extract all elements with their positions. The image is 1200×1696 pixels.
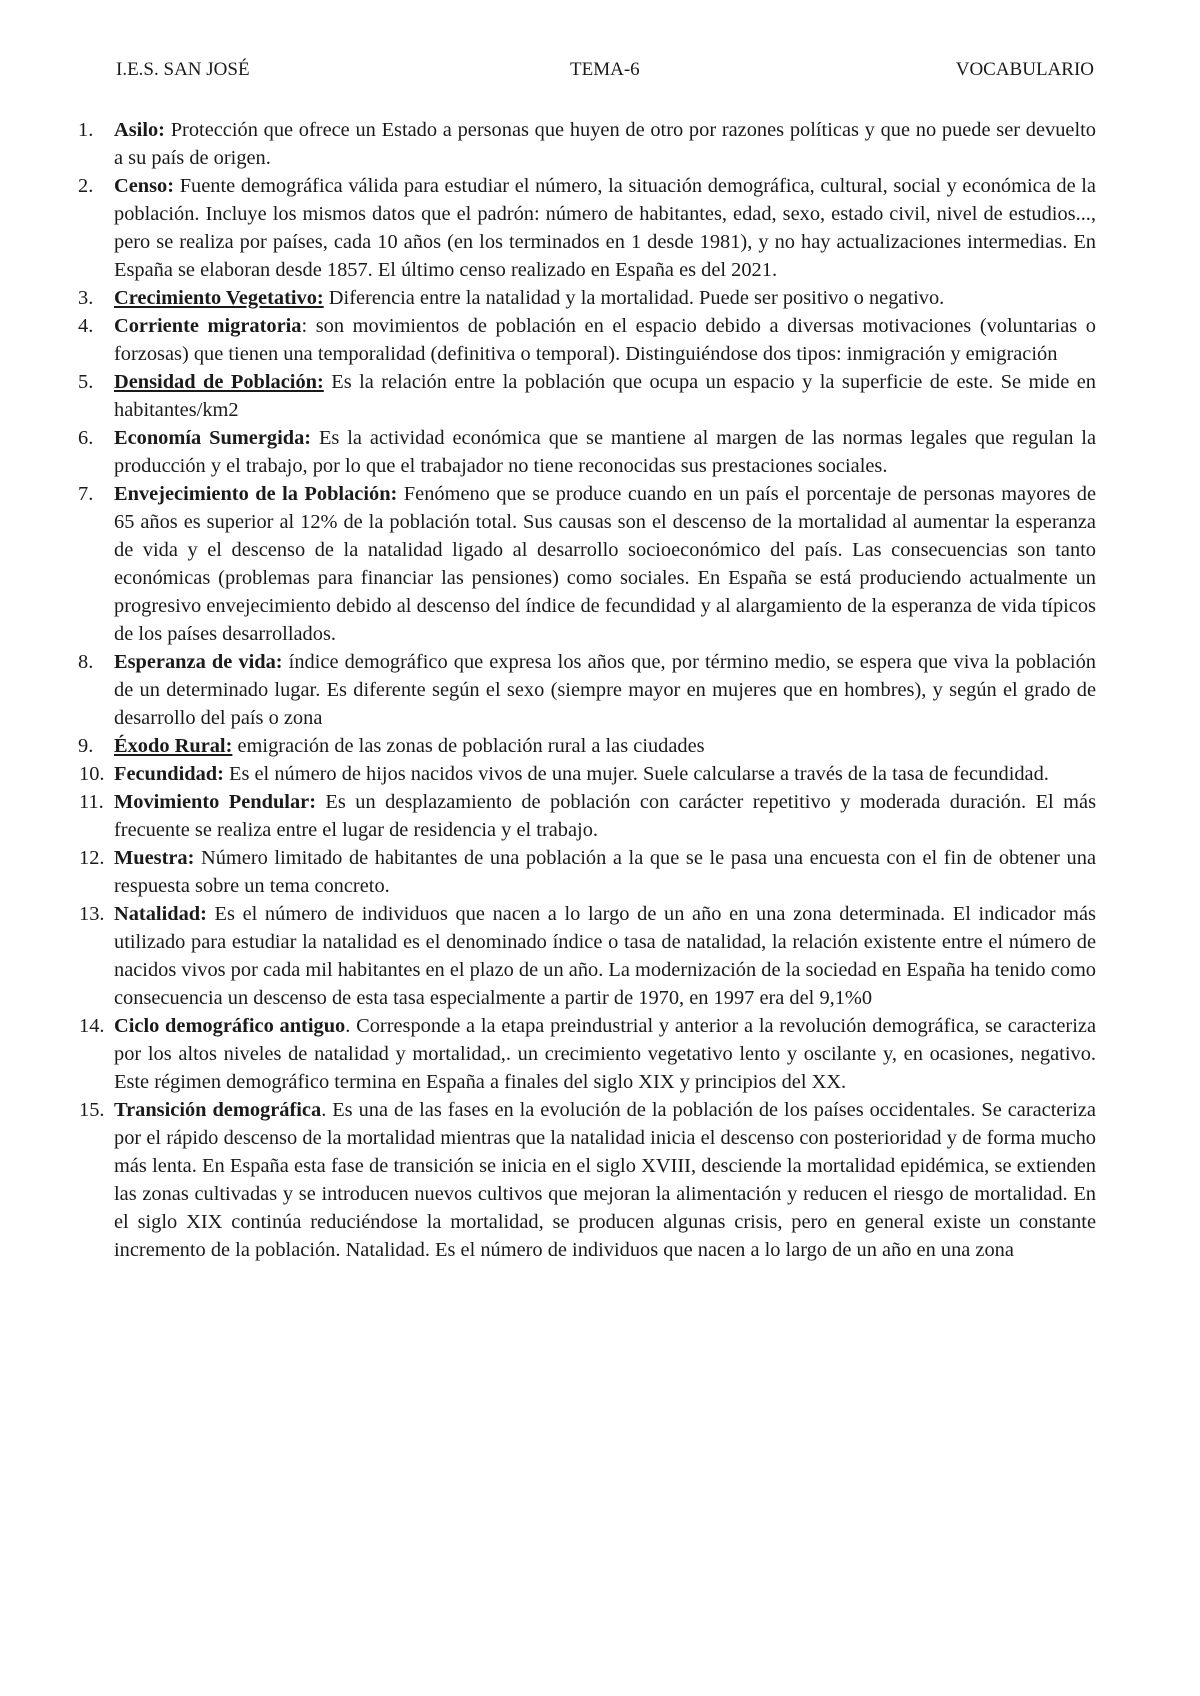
item-term: Movimiento Pendular: — [114, 791, 316, 813]
item-term: Asilo: — [114, 119, 165, 141]
list-item — [79, 788, 1096, 844]
item-term: Envejecimiento de la Población: — [114, 483, 398, 505]
item-term: Densidad de Población: — [114, 371, 324, 393]
item-number: 1. — [78, 119, 94, 141]
item-definition: : son movimientos de población en el espacio debido a diversas motivaciones (voluntarias o forzosas) que tienen una temporalidad (definitiva o temporal). Distinguiéndose dos tipos: inmigración y emigración — [114, 315, 1096, 365]
item-number: 12. — [79, 847, 105, 869]
item-number: 15. — [79, 1099, 105, 1121]
item-number: 2. — [78, 175, 94, 197]
item-definition: . Corresponde a la etapa preindustrial y anterior a la revolución demográfica, se caracteriza por los altos niveles de natalidad y mortalidad,. un crecimiento vegetativo lento y oscilante y, en ocasiones, negativo. Este régimen demográfico termina en España a finales del siglo XIX y principios del XX. — [114, 1015, 1096, 1093]
item-term: Censo: — [114, 175, 175, 197]
item-definition: Diferencia entre la natalidad y la mortalidad. Puede ser positivo o negativo. — [323, 287, 945, 309]
item-number: 4. — [78, 315, 94, 337]
list-item — [79, 844, 1096, 900]
item-number: 14. — [79, 1015, 105, 1037]
item-number: 7. — [78, 483, 94, 505]
item-term: Muestra: — [114, 847, 195, 869]
item-definition: Protección que ofrece un Estado a personas que huyen de otro por razones políticas y que no puede ser devuelto a su país de origen. — [114, 119, 1096, 169]
item-term: Ciclo demográfico antiguo — [114, 1015, 346, 1037]
item-term: Crecimiento Vegetativo: — [114, 287, 324, 309]
item-number: 9. — [78, 735, 94, 757]
list-item — [79, 1096, 1096, 1264]
list-item — [79, 1012, 1096, 1096]
item-definition: emigración de las zonas de población rural a las ciudades — [232, 735, 705, 757]
item-definition: Es un desplazamiento de población con carácter repetitivo y moderada duración. El más frecuente se realiza entre el lugar de residencia y el trabajo. — [114, 791, 1096, 841]
item-definition: . Es una de las fases en la evolución de la población de los países occidentales. Se caracteriza por el rápido descenso de la mortalidad mientras que la natalidad inicia el descenso con posterioridad y de forma mucho más lenta. En España esta fase de transición se inicia en el siglo XVIII, desciende la mortalidad epidémica, se extienden las zonas cultivadas y se introducen nuevos cultivos que mejoran la alimentación y reducen el riesgo de mortalidad. En el siglo XIX continúa reduciéndose la mortalidad, se producen algunas crisis, pero en general existe un constante incremento de la población. Natalidad. Es el número de individuos que nacen a lo largo de un año en una zona — [114, 1099, 1096, 1261]
item-term: Natalidad: — [114, 903, 207, 925]
list-item — [78, 284, 1096, 312]
item-term: Economía Sumergida: — [114, 427, 312, 449]
topic-number: TEMA-6 — [570, 59, 640, 80]
item-term: Esperanza de vida: — [114, 651, 283, 673]
item-number: 11. — [79, 791, 104, 813]
list-item — [78, 424, 1096, 480]
list-item — [78, 368, 1097, 424]
item-definition: Número limitado de habitantes de una población a la que se le pasa una encuesta con el fin de obtener una respuesta sobre un tema concreto. — [114, 847, 1096, 897]
item-definition: Fuente demográfica válida para estudiar el número, la situación demográfica, cultural, social y económica de la población. Incluye los mismos datos que el padrón: número de habitantes, edad, sexo, estado civil, nivel de estudios..., pero se realiza por países, cada 10 años (en los terminados en 1 desde 1981), y no hay actualizaciones intermedias. En España se elaboran desde 1857. El último censo realizado en España es del 2021. — [114, 175, 1096, 281]
list-item — [79, 760, 1096, 788]
document-title: VOCABULARIO — [955, 59, 1094, 80]
school-name: I.E.S. SAN JOSÉ — [116, 59, 250, 80]
item-definition: Es el número de individuos que nacen a lo largo de un año en una zona determinada. El indicador más utilizado para estudiar la natalidad es el denominado índice o tasa de natalidad, la relación existente entre el número de nacidos vivos por cada mil habitantes en el plazo de un año. La modernización de la sociedad en España ha tenido como consecuencia un descenso de esta tasa especialmente a partir de 1970, en 1997 era del 9,1%0 — [114, 903, 1096, 1009]
item-term: Corriente migratoria — [114, 315, 302, 337]
item-term: Transición demográfica — [114, 1099, 322, 1121]
page-header — [116, 56, 1094, 84]
list-item — [78, 172, 1096, 284]
item-definition: índice demográfico que expresa los años que, por término medio, se espera que viva la población de un determinado lugar. Es diferente según el sexo (siempre mayor en mujeres que en hombres), y según el grado de desarrollo del país o zona — [114, 651, 1096, 729]
list-item — [78, 648, 1096, 732]
item-definition: Es el número de hijos nacidos vivos de una mujer. Suele calcularse a través de la tasa de fecundidad. — [223, 763, 1049, 785]
list-item — [78, 312, 1096, 368]
item-number: 13. — [79, 903, 105, 925]
item-number: 10. — [79, 763, 105, 785]
item-number: 8. — [78, 651, 94, 673]
list-item — [78, 732, 1096, 760]
item-term: Fecundidad: — [114, 763, 224, 785]
item-number: 5. — [78, 371, 94, 393]
item-definition: Es la relación entre la población que ocupa un espacio y la superficie de este. Se mide en habitantes/km2 — [114, 371, 1097, 421]
item-term: Éxodo Rural: — [114, 735, 233, 757]
list-item — [78, 116, 1096, 172]
list-item — [79, 900, 1096, 1012]
item-number: 6. — [78, 427, 94, 449]
vocabulary-list — [78, 116, 1097, 1264]
item-definition: Fenómeno que se produce cuando en un país el porcentaje de personas mayores de 65 años es superior al 12% de la población total. Sus causas son el descenso de la mortalidad al aumentar la esperanza de vida y el descenso de la natalidad ligado al desarrollo socioeconómico del país. Las consecuencias son tanto económicas (problemas para financiar las pensiones) como sociales. En España se está produciendo actualmente un progresivo envejecimiento debido al descenso del índice de fecundidad y al alargamiento de la esperanza de vida típicos de los países desarrollados. — [114, 483, 1096, 645]
item-number: 3. — [78, 287, 94, 309]
list-item — [78, 480, 1096, 648]
item-definition: Es la actividad económica que se mantiene al margen de las normas legales que regulan la producción y el trabajo, por lo que el trabajador no tiene reconocidas sus prestaciones sociales. — [114, 427, 1096, 477]
